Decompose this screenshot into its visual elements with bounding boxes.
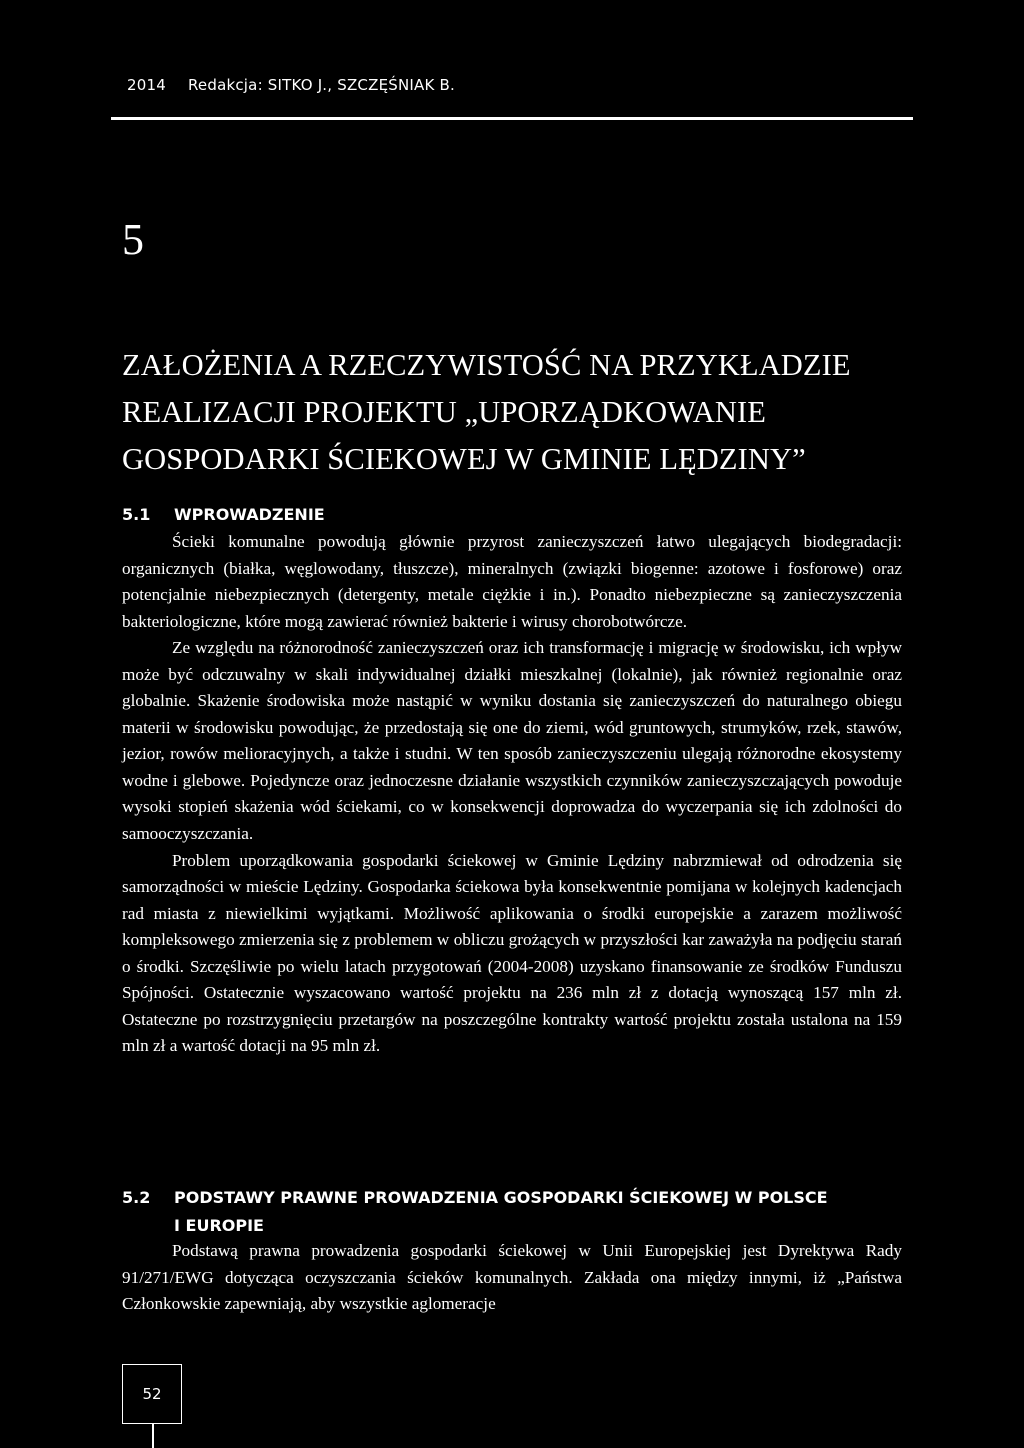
page-number-stem bbox=[152, 1424, 154, 1448]
paragraph: Ścieki komunalne powodują głównie przyrost zanieczyszczeń łatwo ulegających biodegradacji: organicznych (białka, węglowodany, tłuszcze), mineralnych (związki biogenne: azotowe i fosforowe) oraz potencjalnie niebezpiecznych (detergenty, metale ciężkie i in.). Ponadto niebezpieczne są zanieczyszczenia bakteriologiczne, które mogą zawierać również bakterie i wirusy chorobotwórcze. bbox=[122, 532, 902, 631]
chapter-title-line-3: GOSPODARKI ŚCIEKOWEJ W GMINIE LĘDZINY” bbox=[122, 442, 806, 476]
section-title: PODSTAWY PRAWNE PROWADZENIA GOSPODARKI ŚCIEKOWEJ W POLSCE bbox=[174, 1188, 828, 1207]
header-editors: Redakcja: SITKO J., SZCZĘŚNIAK B. bbox=[187, 76, 455, 94]
running-header bbox=[127, 76, 455, 94]
chapter-title bbox=[122, 342, 922, 483]
chapter-number: 5 bbox=[122, 215, 144, 264]
header-rule bbox=[111, 117, 913, 120]
section-title-continued: I EUROPIE bbox=[174, 1216, 264, 1235]
section-body-5-2 bbox=[122, 1238, 902, 1318]
paragraph: Podstawą prawna prowadzenia gospodarki ściekowej w Unii Europejskiej jest Dyrektywa Rady 91/271/EWG dotycząca oczyszczania ścieków komunalnych. Zakłada ona między innymi, iż „Państwa Członkowskie zapewniają, aby wszystkie aglomeracje bbox=[122, 1241, 902, 1314]
page-number-box bbox=[122, 1364, 182, 1424]
header-year: 2014 bbox=[127, 76, 166, 94]
page-number: 52 bbox=[142, 1385, 162, 1403]
section-heading-5-1 bbox=[122, 501, 325, 529]
section-title: WPROWADZENIE bbox=[174, 505, 325, 524]
section-number: 5.1 bbox=[122, 505, 151, 524]
chapter-title-line-1: ZAŁOŻENIA A RZECZYWISTOŚĆ NA PRZYKŁADZIE bbox=[122, 348, 851, 382]
chapter-title-line-2: REALIZACJI PROJEKTU „UPORZĄDKOWANIE bbox=[122, 395, 766, 429]
paragraph: Problem uporządkowania gospodarki ściekowej w Gminie Lędziny nabrzmiewał od odrodzenia się samorządności w mieście Lędziny. Gospodarka ściekowa była konsekwentnie pomijana w kolejnych kadencjach rad miasta z niewielkimi wyjątkami. Możliwość aplikowania o środki europejskie a zarazem możliwość kompleksowego zmierzenia się z problemem w obliczu grożących w przyszłości kar zaważyła na podjęciu starań o środki. Szczęśliwie po wielu latach przygotowań (2004-2008) uzyskano finansowanie ze środków Funduszu Spójności. Ostatecznie wyszacowano wartość projektu na 236 mln zł z dotacją wynoszącą 157 mln zł. Ostateczne po rozstrzygnięciu przetargów na poszczególne kontrakty wartość projektu została ustalona na 159 mln zł a wartość dotacji na 95 mln zł. bbox=[122, 850, 902, 1056]
paragraph: Ze względu na różnorodność zanieczyszczeń oraz ich transformację i migrację w środowisku, ich wpływ może być odczuwalny w skali indywidualnej działki mieszkalnej (lokalnie), jak również regionalnie oraz globalnie. Skażenie środowiska może nastąpić w wyniku dostania się zanieczyszczeń do naturalnego obiegu materii w środowisku powodując, że przedostają się one do ziemi, wód gruntowych, strumyków, rzek, stawów, jezior, rowów melioracyjnych, a także i studni. W ten sposób zanieczyszczeniu ulegają różnorodne ekosystemy wodne i glebowe. Pojedyncze oraz jednoczesne działanie wszystkich czynników zanieczyszczających powoduje wysoki stopień skażenia wód ściekami, co w konsekwencji doprowadza do wyczerpania się ich zdolności do samooczyszczania. bbox=[122, 638, 902, 844]
section-heading-5-2 bbox=[122, 1184, 912, 1240]
section-number: 5.2 bbox=[122, 1188, 151, 1207]
section-body-5-1 bbox=[122, 529, 902, 1060]
